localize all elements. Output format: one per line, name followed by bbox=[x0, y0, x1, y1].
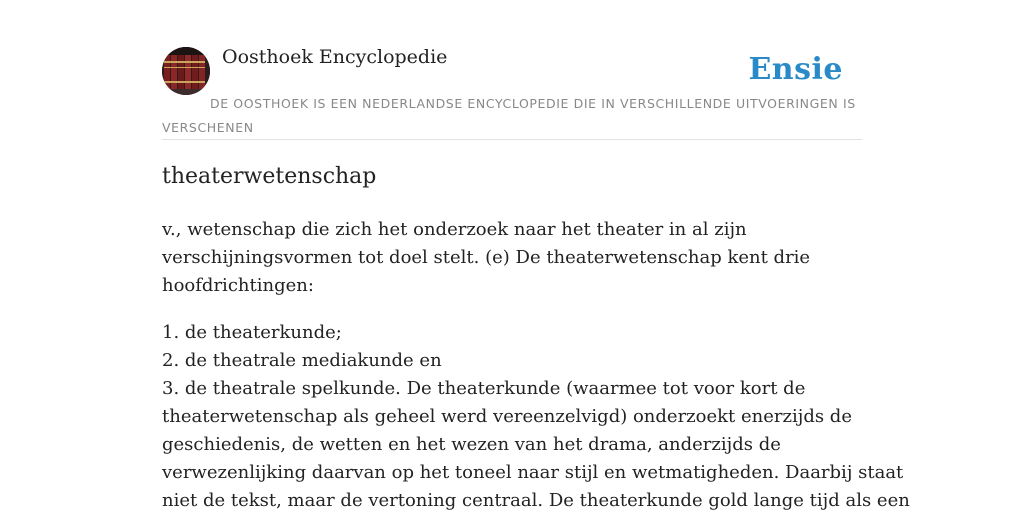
text-line: niet de tekst, maar de vertoning centraal. De theaterkunde gold lange tijd als een bbox=[162, 490, 910, 511]
text-line: verwezenlijking daarvan op het toneel naar stijl en wetmatigheden. Daarbij staat bbox=[162, 462, 904, 483]
encyclopedia-books-icon bbox=[162, 47, 210, 95]
text-line: hoofdrichtingen: bbox=[162, 275, 314, 296]
list-item: 1. de theaterkunde; bbox=[162, 322, 342, 343]
article-title: theaterwetenschap bbox=[162, 164, 377, 189]
text-line: theaterwetenschap als geheel werd vereenzelvigd) onderzoekt enerzijds de bbox=[162, 406, 852, 427]
list-paragraph bbox=[162, 319, 910, 512]
text-line: geschiedenis, de wetten en het wezen van het drama, anderzijds de bbox=[162, 434, 781, 455]
text-line: v., wetenschap die zich het onderzoek naar het theater in al zijn bbox=[162, 219, 747, 240]
site-name[interactable]: Oosthoek Encyclopedie bbox=[222, 46, 448, 68]
page-container bbox=[162, 0, 910, 511]
site-tagline: DE OOSTHOEK IS EEN NEDERLANDSE ENCYCLOPEDIE DIE IN VERSCHILLENDE UITVOERINGEN IS VERSCHENEN bbox=[162, 96, 856, 135]
site-header bbox=[162, 0, 862, 140]
intro-paragraph bbox=[162, 216, 862, 300]
list-item: 3. de theatrale spelkunde. De theaterkunde (waarmee tot voor kort de bbox=[162, 378, 806, 399]
brand-logo[interactable]: Ensie bbox=[748, 52, 843, 87]
avatar[interactable] bbox=[162, 47, 210, 95]
list-item: 2. de theatrale mediakunde en bbox=[162, 350, 442, 371]
article-body bbox=[162, 216, 910, 512]
text-line: verschijningsvormen tot doel stelt. (e) De theaterwetenschap kent drie bbox=[162, 247, 811, 268]
